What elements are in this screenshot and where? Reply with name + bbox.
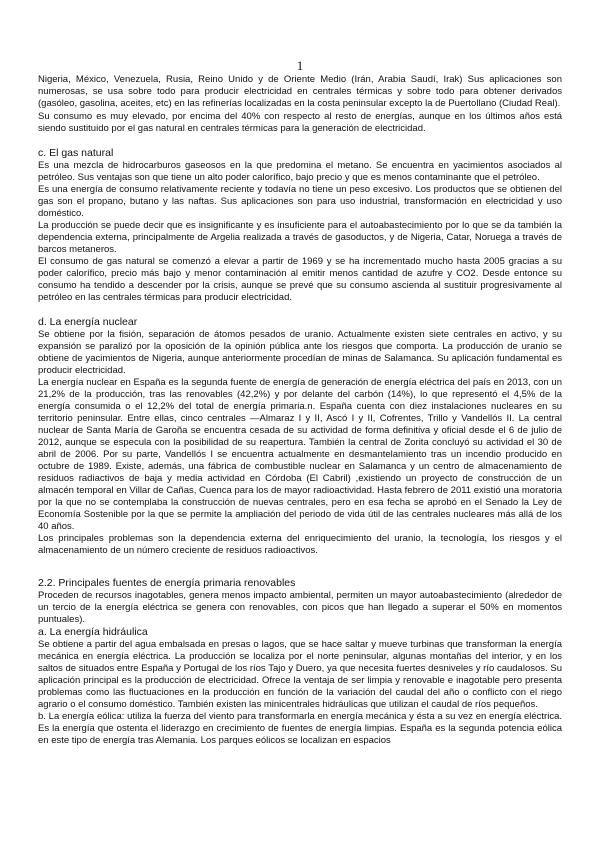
heading-hydraulic-energy: a. La energía hidráulica <box>38 626 148 638</box>
heading-natural-gas: c. El gas natural <box>38 147 114 159</box>
paragraph-renewable-intro: Proceden de recursos inagotables, genera menos impacto ambiental, permiten un mayor autoabastecimiento (alrededor de un tercio de la energía eléctrica se genera con renovables, con picos que han llegado a superar el 50% en momentos puntuales). <box>38 590 562 625</box>
paragraph-gas-products: Es una energía de consumo relativamente reciente y todavía no tiene un peso excesivo. Los productos que se obtienen del gas son el propano, butano y las naftas. Sus aplicaciones son para uso industrial, transformación en electricidad y uso doméstico. <box>38 184 562 219</box>
paragraph-wind: b. La energía eólica: utiliza la fuerza del viento para transformarla en energía mecánica y ésta a su vez en energía eléctrica. Es la energía que ostenta el liderazgo en crecimiento de fuentes de energía limpias. España es la segunda potencia eólica en este tipo de energía tras Alemania. Los parques eólicos se localizan en espacios <box>38 711 562 746</box>
paragraph-gas-production: La producción se puede decir que es insignificante y es insuficiente para el autoabastecimiento por lo que se da también la dependencia externa, principalmente de Argelia realizada a través de gasoductos, y de Nigeria, Catar, Noruega a través de barcos metaneros. <box>38 220 562 255</box>
page-number: 1 <box>296 58 304 73</box>
heading-nuclear-energy: d. La energía nuclear <box>38 316 138 328</box>
paragraph-nuclear-spain: La energía nuclear en España es la segunda fuente de energía de generación de energía eléctrica del país en 2013, con un 21,2% de la producción, tras las renovables (42,2%) y por delante del carbón (14%), lo que representó el 4,5% de la energía consumida o el 12,2% del total de energía primaria.n. España cuenta con diez instalaciones nucleares en su territorio peninsular. Entre ellas, cinco centrales —Almaraz I y II, Ascó I y II, Cofrentes, Trillo y Vandellós II. La central nuclear de Santa María de Garoña se encuentra cesada de su actividad de forma definitiva y oficial desde el 6 de julio de 2012, aunque se especula con la posibilidad de su reapertura. También la central de Zorita concluyó su actividad el 30 de abril de 2006. Por su parte, Vandellós I se encuentra actualmente en desmantelamiento tras un incendio producido en octubre de 1989. Existe, además, una fábrica de combustible nuclear en Salamanca y un centro de almacenamiento de residuos radiactivos de baja y media actividad en Córdoba (El Cabril) ,existiendo un proyecto de construcción de un almacén temporal en Villar de Cañas, Cuenca para los de mayor radioactividad. Hasta febrero de 2011 existió una moratoria por la que no se contemplaba la construcción de nuevas centrales, pero en esa fecha se aprobó en el Senado la Ley de Economía Sostenible por la que se permite la ampliación del periodo de vida útil de las centrales nucleares más allá de los 40 años. <box>38 377 562 532</box>
paragraph-gas-definition: Es una mezcla de hidrocarburos gaseosos en la que predomina el metano. Se encuentra en yacimientos asociados al petróleo. Sus ventajas son que tiene un alto poder calorífico, bajo precio y que es menos contaminante que el petróleo. <box>38 160 562 183</box>
paragraph-nuclear-problems: Los principales problemas son la dependencia externa del enriquecimiento del uranio, la tecnología, los riesgos y el almacenamiento de un número creciente de residuos radioactivos. <box>38 533 562 556</box>
paragraph-petroleum-origin: Nigeria, México, Venezuela, Rusia, Reino Unido y de Oriente Medio (Irán, Arabia Saudí, Irak) Sus aplicaciones son numerosas, se usa sobre todo para producir electricidad en centrales térmicas y sobre todo para obtener derivados (gasóleo, gasolina, aceites, etc) en las refinerías localizadas en la costa peninsular excepto la de Puertollano (Ciudad Real). <box>38 74 562 109</box>
paragraph-nuclear-fission: Se obtiene por la fisión, separación de átomos pesados de uranio. Actualmente existen siete centrales en activo, y su expansión se paralizó por la oposición de la opinión pública ante los riesgos que comporta. La producción de uranio se obtiene de yacimientos de Nigeria, aunque anteriormente procedían de minas de Salamanca. Su aplicación fundamental es producir electricidad. <box>38 329 562 376</box>
heading-renewable-sources: 2.2. Principales fuentes de energía primaria renovables <box>38 577 296 589</box>
paragraph-hydraulic: Se obtiene a partir del agua embalsada en presas o lagos, que se hace saltar y mueve turbinas que transforman la energía mecánica en energía eléctrica. La producción se localiza por el norte peninsular, algunas montañas del interior, y en los saltos de situados entre España y Portugal de los ríos Tajo y Duero, ya que necesita fuertes desniveles y río caudalosos. Su aplicación principal es la producción de electricidad. Ofrece la ventaja de ser limpia y renovable e inagotable pero presenta problemas como las fluctuaciones en la producción en función de la variación del caudal del año o conflicto con el riego agrario o el consumo doméstico. También existen las minicentrales hidráulicas que utilizan el caudal de ríos pequeños. <box>38 639 562 710</box>
document-body <box>38 74 562 747</box>
paragraph-petroleum-consumption: Su consumo es muy elevado, por encima del 40% con respecto al resto de energías, aunque en los últimos años está siendo sustituido por el gas natural en centrales térmicas para la generación de electricidad. <box>38 111 562 134</box>
paragraph-gas-consumption: El consumo de gas natural se comenzó a elevar a partir de 1969 y se ha incrementado mucho hasta 2005 gracias a su poder calorífico, precio más bajo y menor contaminación al emitir menos cantidad de azufre y CO2. Desde entonce su consumo ha tendido a descender por la crisis, aunque se prevé que su consumo ascienda al sustituir progresivamente al petróleo en las centrales térmicas para producir electricidad. <box>38 256 562 303</box>
